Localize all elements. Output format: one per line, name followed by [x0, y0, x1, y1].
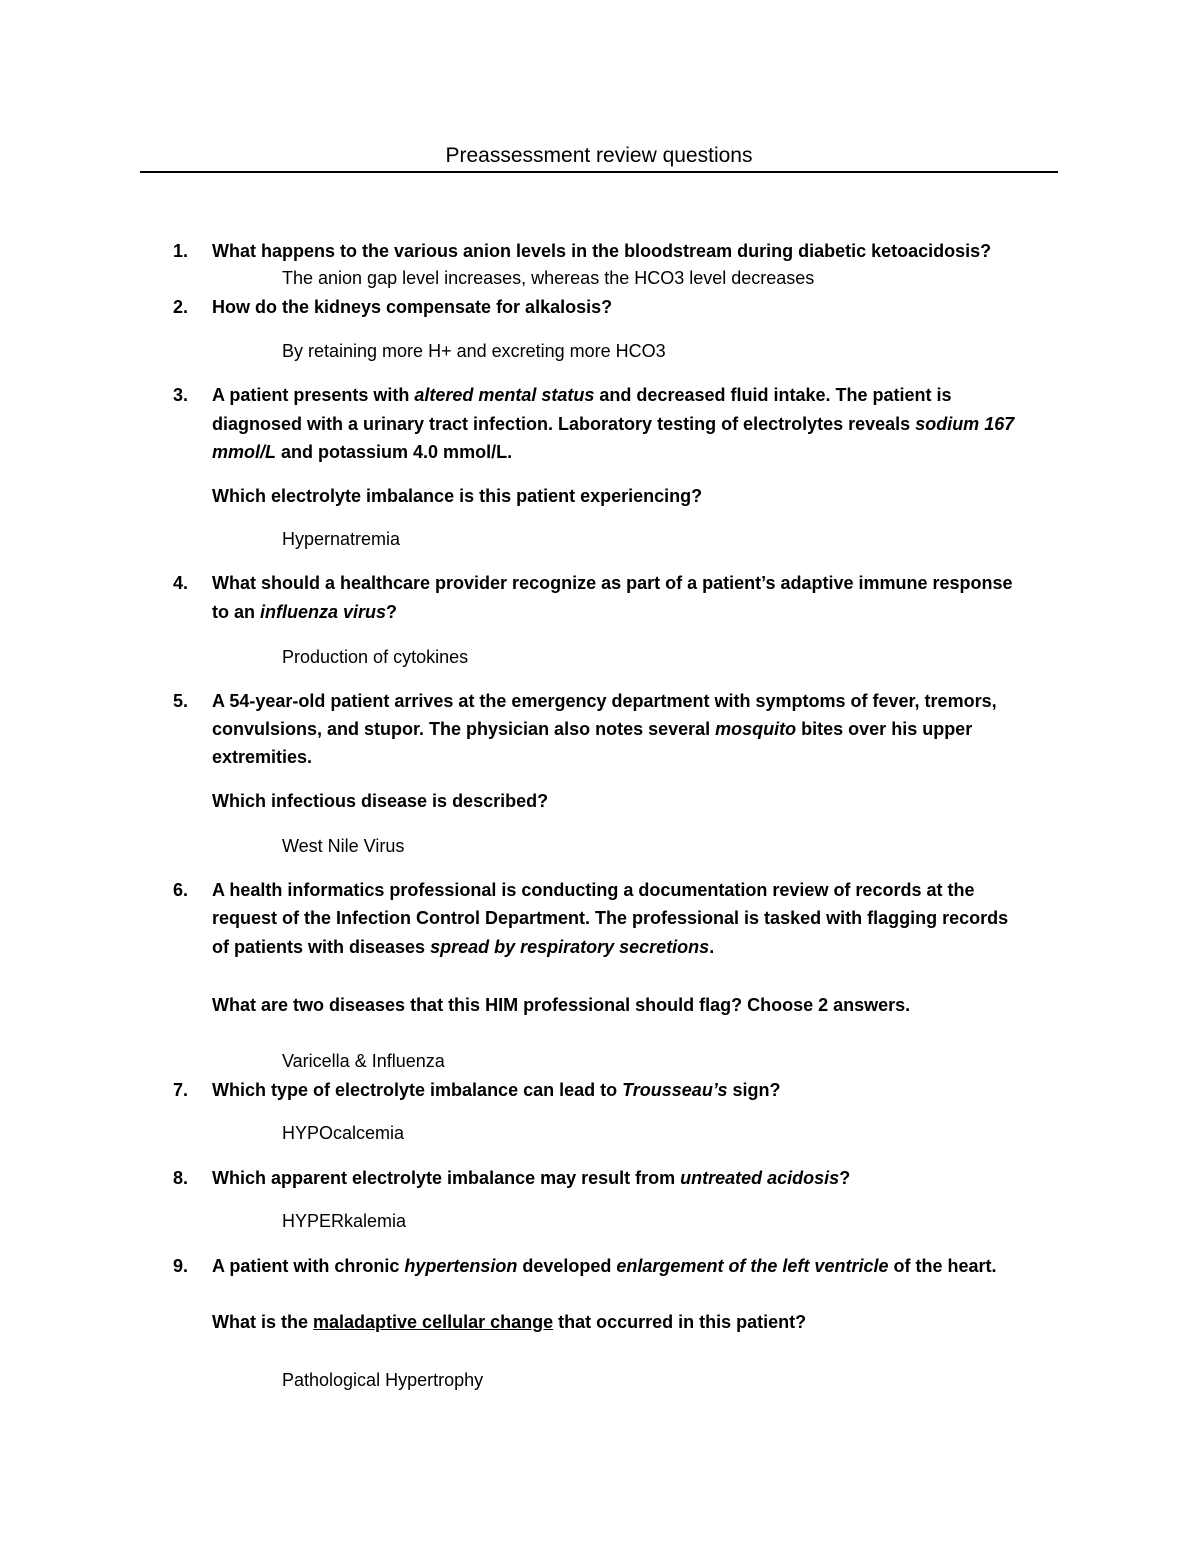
question-text-part: A health informatics professional is conducting a documentation review of records at the	[212, 880, 975, 900]
question-number: 4.	[173, 573, 189, 593]
answer-text: The anion gap level increases, whereas the HCO3 level decreases	[282, 268, 815, 288]
follow-up-question: Which electrolyte imbalance is this patient experiencing?	[212, 486, 703, 506]
question-emphasis: untreated acidosis	[680, 1168, 840, 1188]
answer-text: West Nile Virus	[282, 836, 405, 856]
page-title: Preassessment review questions	[445, 144, 753, 167]
question-text-part: of the heart.	[888, 1256, 997, 1276]
question-emphasis: mosquito	[715, 719, 797, 739]
follow-up-question: What are two diseases that this HIM professional should flag? Choose 2 answers.	[212, 995, 911, 1015]
question-text-part: Which apparent electrolyte imbalance may result from	[212, 1168, 681, 1188]
question-text	[212, 1255, 997, 1277]
question-text-part: that occurred in this patient?	[553, 1312, 807, 1332]
question-text	[212, 907, 1008, 929]
question-number: 8.	[173, 1168, 189, 1188]
question-text	[212, 296, 612, 318]
question-number: 7.	[173, 1080, 189, 1100]
answer-text: By retaining more H+ and excreting more HCO3	[282, 341, 666, 361]
question-text-part: to an	[212, 602, 260, 622]
question-text-part: What happens to the various anion levels in the bloodstream during diabetic ketoacidosis?	[212, 241, 992, 261]
answer-text: Hypernatremia	[282, 529, 401, 549]
question-text-part: ?	[386, 602, 398, 622]
question-text-part: and potassium 4.0 mmol/L.	[276, 442, 513, 462]
question-text-part: extremities.	[212, 747, 313, 767]
question-text-part: What should a healthcare provider recognize as part of a patient’s adaptive immune response	[212, 573, 1013, 593]
question-number: 3.	[173, 385, 189, 405]
question-text-part: and decreased fluid intake. The patient is	[594, 385, 952, 405]
question-text-part: ?	[839, 1168, 851, 1188]
question-text	[212, 572, 1013, 594]
question-text	[212, 690, 997, 712]
answer-text: Varicella & Influenza	[282, 1051, 445, 1071]
question-text-part: A 54-year-old patient arrives at the emergency department with symptoms of fever, tremors,	[212, 691, 997, 711]
question-text	[212, 936, 714, 958]
question-emphasis: enlargement of the left ventricle	[616, 1256, 889, 1276]
question-text	[212, 441, 512, 463]
question-text-part: convulsions, and stupor. The physician also notes several	[212, 719, 716, 739]
answer-text: Production of cytokines	[282, 647, 469, 667]
question-text-part: sign?	[727, 1080, 781, 1100]
question-emphasis: mmol/L	[212, 442, 277, 462]
question-text	[212, 384, 952, 406]
question-text	[212, 1079, 781, 1101]
question-text	[212, 240, 991, 262]
title-divider	[140, 171, 1058, 173]
question-underlined-term: maladaptive cellular change	[313, 1312, 554, 1332]
question-text-part: What is the	[212, 1312, 314, 1332]
follow-up-question	[212, 1311, 806, 1333]
question-number: 2.	[173, 297, 189, 317]
question-emphasis: altered mental status	[414, 385, 595, 405]
question-number: 1.	[173, 241, 189, 261]
question-text	[212, 601, 397, 623]
question-text-part: developed	[517, 1256, 617, 1276]
question-text-part: A patient with chronic	[212, 1256, 405, 1276]
question-text-part: diagnosed with a urinary tract infection. Laboratory testing of electrolytes reveals	[212, 414, 916, 434]
question-text-part: How do the kidneys compensate for alkalosis?	[212, 297, 613, 317]
question-text-part: bites over his upper	[796, 719, 973, 739]
question-emphasis: spread by respiratory secretions	[430, 937, 710, 957]
question-emphasis: sodium 167	[915, 414, 1015, 434]
question-text-part: Which type of electrolyte imbalance can lead to	[212, 1080, 623, 1100]
answer-text: Pathological Hypertrophy	[282, 1370, 484, 1390]
question-emphasis: Trousseau’s	[622, 1080, 728, 1100]
question-text	[212, 879, 974, 901]
answer-text: HYPOcalcemia	[282, 1123, 405, 1143]
question-emphasis: influenza virus	[260, 602, 387, 622]
question-number: 5.	[173, 691, 189, 711]
question-number: 9.	[173, 1256, 189, 1276]
question-text	[212, 718, 972, 740]
question-text-part: request of the Infection Control Department. The professional is tasked with flagging records	[212, 908, 1009, 928]
question-text-part: .	[709, 937, 715, 957]
question-text-part: A patient presents with	[212, 385, 415, 405]
question-text	[212, 1167, 850, 1189]
question-emphasis: hypertension	[404, 1256, 518, 1276]
question-text	[212, 413, 1014, 435]
question-number: 6.	[173, 880, 189, 900]
answer-text: HYPERkalemia	[282, 1211, 407, 1231]
question-text-part: of patients with diseases	[212, 937, 431, 957]
follow-up-question: Which infectious disease is described?	[212, 791, 549, 811]
question-text	[212, 746, 312, 768]
